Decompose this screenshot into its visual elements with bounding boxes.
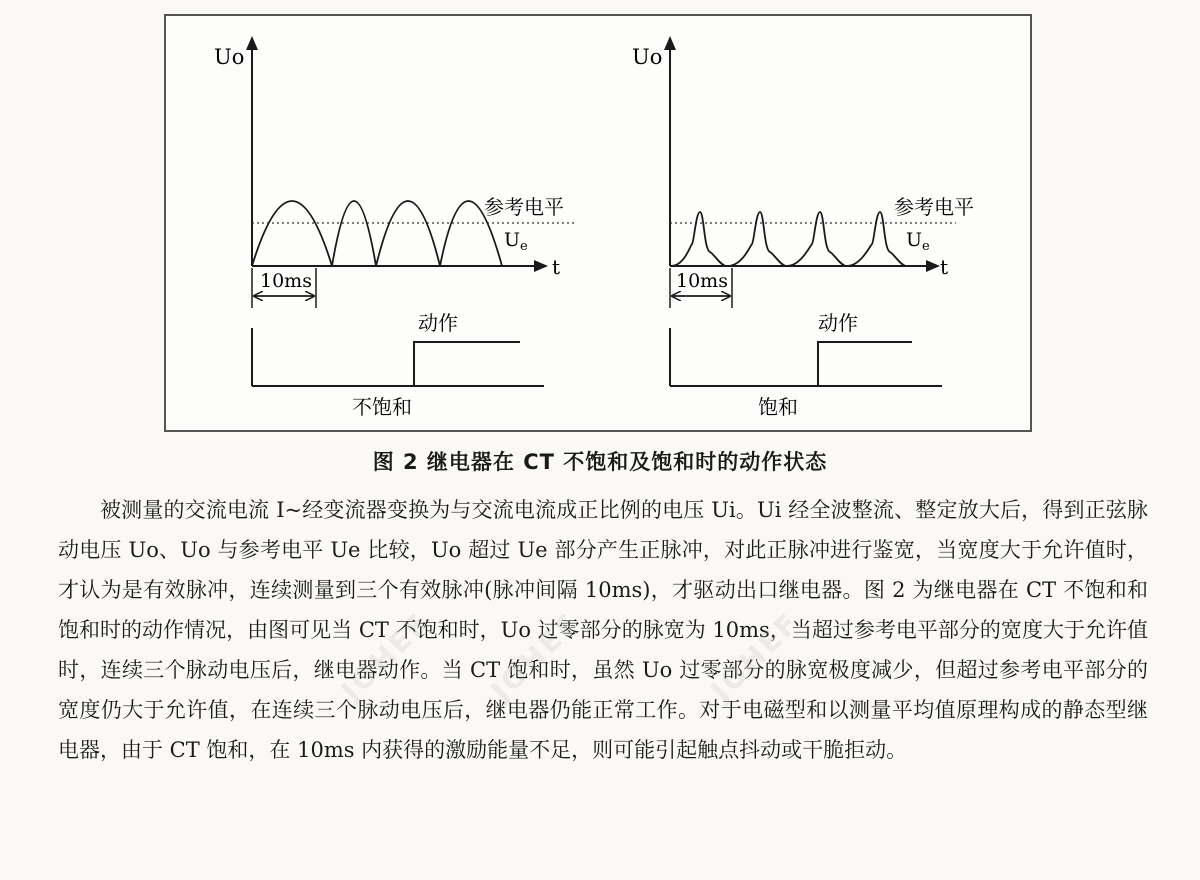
figure-frame [164, 14, 1032, 432]
figure-caption: 图 2 继电器在 CT 不饱和及饱和时的动作状态 [372, 450, 828, 474]
state-label: 饱和 [758, 395, 798, 419]
reference-level-label: 参考电平 [894, 195, 974, 219]
body-text [58, 490, 1148, 770]
x-axis-label: t [940, 255, 949, 279]
right-panel [632, 38, 974, 419]
interval-label: 10ms [260, 270, 312, 292]
rectified-sine-wave [252, 201, 502, 266]
relay-figure [166, 16, 1034, 434]
x-axis-label: t [552, 255, 561, 279]
watermark-3: JOHEF [704, 605, 807, 708]
action-label: 动作 [418, 311, 458, 335]
y-axis-label: Uo [214, 45, 245, 69]
watermark-1: JOHEF [334, 605, 437, 708]
paragraph: 被测量的交流电流 I~经变流器变换为与交流电流成正比例的电压 Ui。Ui 经全波整流、整定放大后，得到正弦脉动电压 Uo、Uo 与参考电平 Ue 比较，Uo 超过 Ue 部分产生正脉冲，对此正脉冲进行鉴宽，当宽度大于允许值时，才认为是有效脉冲，连续测量到三个有效脉冲(脉冲间隔 10ms)，才驱动出口继电器。图 2 为继电器在 CT 不饱和和饱和时的动作情况，由图可见当 CT 不饱和时，Uo 过零部分的脉宽为 10ms，当超过参考电平部分的宽度大于允许值时，连续三个脉动电压后，继电器动作。当 CT 饱和时，虽然 Uo 过零部分的脉宽极度减少，但超过参考电平部分的宽度仍大于允许值，在连续三个脉动电压后，继电器仍能正常工作。对于电磁型和以测量平均值原理构成的静态型继电器，由于 CT 饱和，在 10ms 内获得的激励能量不足，则可能引起触点抖动或干脆拒动。 [58, 498, 1148, 762]
watermark-2: JOHEF [484, 605, 587, 708]
state-label: 不饱和 [352, 395, 412, 419]
ue-label: $U_e$ [504, 229, 528, 254]
relay-action-step [818, 342, 912, 386]
interval-label: 10ms [676, 270, 728, 292]
relay-action-step [414, 342, 520, 386]
action-label: 动作 [818, 311, 858, 335]
reference-level-label: 参考电平 [484, 195, 564, 219]
y-axis-label: Uo [632, 45, 663, 69]
ue-label: $U_e$ [906, 229, 930, 254]
left-panel [214, 38, 576, 419]
saturated-pulse-wave [670, 212, 924, 266]
